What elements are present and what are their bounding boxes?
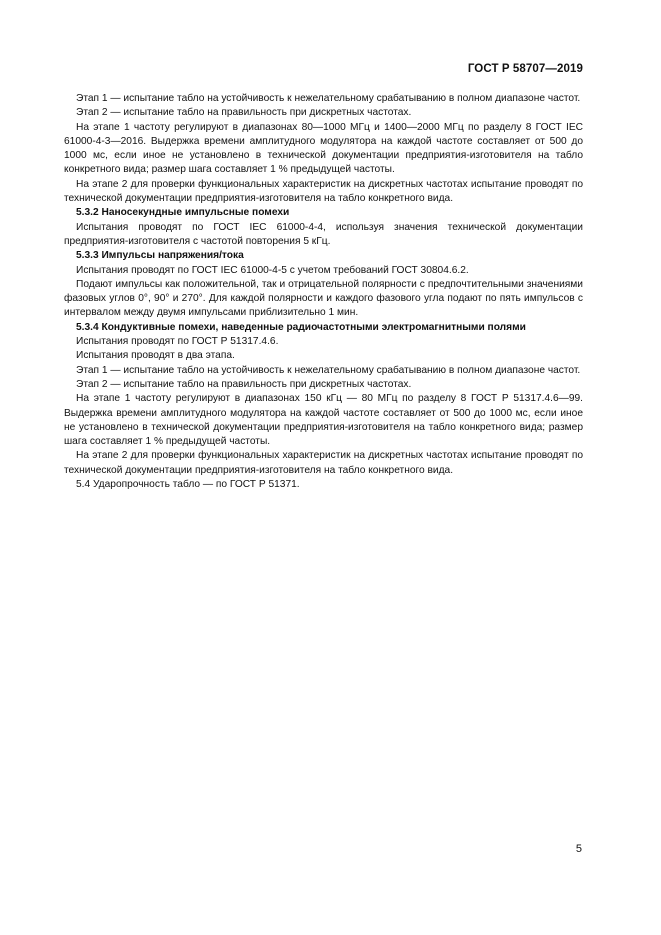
paragraph-surge-pulses: Подают импульсы как положительной, так и отрицательной полярности с предпочтительными значениями фазовых углов 0°, 90° и 270°. Для каждой полярности и каждого фазового угла подают по пять импульсов с интервалом между двумя импульсами приблизительно 1 мин.: [64, 278, 583, 319]
paragraph-stage1-full-range: Этап 1 — испытание табло на устойчивость к нежелательному срабатыванию в полном диапазоне частот.: [76, 93, 581, 104]
paragraph-stage2-functional-check-2: На этапе 2 для проверки функциональных характеристик на дискретных частотах испытание проводят по технической документации предприятия-изготовителя на табло конкретного вида.: [64, 450, 583, 476]
document-body: [64, 92, 583, 492]
heading-5-3-2: 5.3.2 Наносекундные импульсные помехи: [76, 207, 290, 219]
paragraph-nanosecond-tests: Испытания проводят по ГОСТ IEC 61000-4-4, используя значения технической документации предприятия-изготовителя с частотой повторения 5 кГц.: [64, 221, 583, 247]
paragraph-stage2-discrete: Этап 2 — испытание табло на правильность при дискретных частотах.: [76, 107, 412, 119]
paragraph-5-4-shock: 5.4 Ударопрочность табло — по ГОСТ Р 51371.: [76, 479, 300, 491]
paragraph-stage2-functional-check: На этапе 2 для проверки функциональных характеристик на дискретных частотах испытание проводят по технической документации предприятия-изготовителя на табло конкретного вида.: [64, 178, 583, 205]
heading-5-3-4: 5.3.4 Кондуктивные помехи, наведенные радиочастотными электромагнитными полями: [76, 321, 526, 333]
paragraph-stage1-frequency-adjust: На этапе 1 частоту регулируют в диапазонах 80—1000 МГц и 1400—2000 МГц по разделу 8 ГОСТ IEC 61000-4-3—2016. Выдержка времени амплитудного модулятора на каждой частоте составляет от 500 до 1000 мс, если иное не установлено в технической документации предприятия-изготовителя на табло конкретного вида; размер шага составляет 1 % предыдущей частоты.: [64, 121, 583, 176]
paragraph-conducted-tests: Испытания проводят по ГОСТ Р 51317.4.6.: [76, 336, 279, 348]
paragraph-stage1-frequency-adjust-2: На этапе 1 частоту регулируют в диапазонах 150 кГц — 80 МГц по разделу 8 ГОСТ Р 51317.4.6—99. Выдержка времени амплитудного модулятора на каждой частоте составляет от 500 до 1000 мс, если иное не установлено в технической документации предприятия-изготовителя на табло конкретного вида; размер шага составляет 1 % предыдущей частоты.: [64, 393, 583, 448]
paragraph-stage1-full-range-2: Этап 1 — испытание табло на устойчивость к нежелательному срабатыванию в полном диапазоне частот.: [76, 364, 581, 376]
standard-designation: ГОСТ Р 58707—2019: [467, 63, 583, 75]
paragraph-two-stages: Испытания проводят в два этапа.: [76, 350, 235, 362]
page-number: 5: [575, 843, 582, 855]
paragraph-stage2-discrete-2: Этап 2 — испытание табло на правильность при дискретных частотах.: [76, 378, 412, 390]
heading-5-3-3: 5.3.3 Импульсы напряжения/тока: [76, 250, 244, 262]
paragraph-surge-tests: Испытания проводят по ГОСТ IEC 61000-4-5 с учетом требований ГОСТ 30804.6.2.: [76, 264, 469, 276]
